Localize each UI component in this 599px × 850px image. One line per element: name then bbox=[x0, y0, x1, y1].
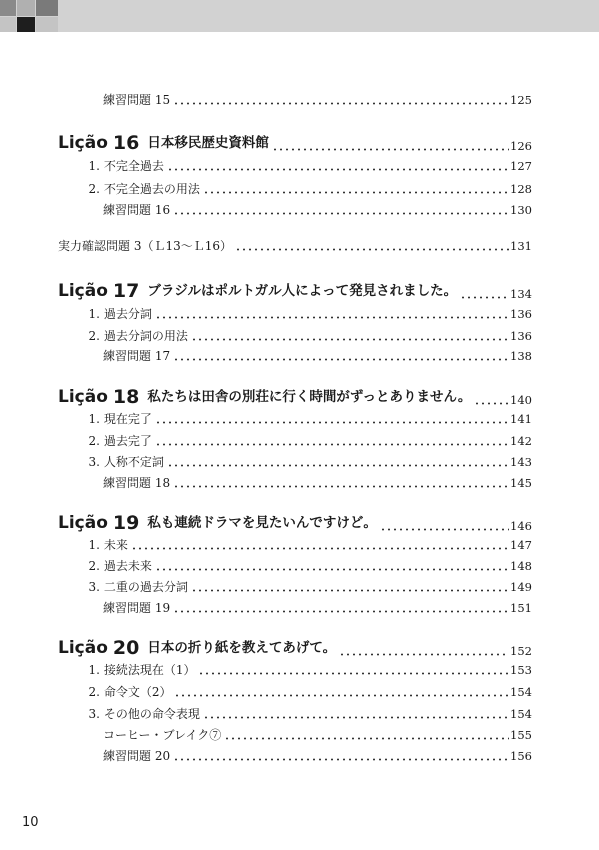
dot-leader bbox=[167, 159, 509, 171]
entry-text: 2. 不完全過去の用法 bbox=[58, 181, 200, 197]
entry-text: 練習問題 16 bbox=[103, 203, 171, 217]
entry-text: 2. 過去完了 bbox=[58, 433, 152, 449]
dot-leader bbox=[174, 685, 509, 697]
licao-label: Lição bbox=[58, 387, 108, 407]
page-ref: 126 bbox=[510, 139, 532, 153]
toc-entry[interactable] bbox=[58, 596, 532, 616]
toc-entry[interactable] bbox=[58, 744, 532, 764]
page-ref: 145 bbox=[510, 476, 532, 490]
item-number: 1. bbox=[88, 663, 100, 677]
toc-entry[interactable] bbox=[58, 324, 532, 344]
page-ref: 156 bbox=[510, 749, 532, 763]
page-ref: 140 bbox=[510, 393, 532, 407]
dot-leader bbox=[339, 644, 509, 656]
dot-leader bbox=[235, 239, 509, 251]
entry-text: 練習問題 19 bbox=[103, 601, 171, 615]
page-ref: 146 bbox=[510, 519, 532, 533]
toc-entry[interactable] bbox=[58, 658, 532, 678]
page-ref: 149 bbox=[510, 580, 532, 594]
toc-entry[interactable] bbox=[58, 450, 532, 470]
entry-text: 1. 現在完了 bbox=[58, 411, 152, 427]
entry-text: 3. 二重の過去分詞 bbox=[58, 579, 188, 595]
page-ref: 136 bbox=[510, 329, 532, 343]
toc-entry[interactable] bbox=[58, 575, 532, 595]
entry-text: 2. 過去未来 bbox=[58, 558, 152, 574]
item-number: 2. bbox=[88, 182, 100, 196]
entry-text: 練習問題 20 bbox=[103, 749, 171, 763]
toc-entry[interactable] bbox=[58, 154, 532, 174]
header-bar bbox=[0, 0, 599, 32]
item-number: 1. bbox=[88, 412, 100, 426]
entry-text: 1. 接続法現在（1） bbox=[58, 662, 195, 678]
page-ref: 155 bbox=[510, 728, 532, 742]
toc-entry[interactable] bbox=[58, 88, 532, 108]
entry-text: 実力確認問題 3（Ｌ13～Ｌ16） bbox=[58, 239, 232, 253]
dot-leader bbox=[474, 393, 509, 405]
dot-leader bbox=[272, 139, 509, 151]
dot-leader bbox=[155, 559, 509, 571]
lesson-title: 日本の折り紙を教えてあげて。 bbox=[147, 640, 337, 656]
lesson-number: 19 bbox=[112, 512, 140, 534]
item-number: 3. bbox=[88, 707, 100, 721]
toc-entry[interactable] bbox=[58, 471, 532, 491]
entry-text: 1. 過去分詞 bbox=[58, 306, 152, 322]
dot-leader bbox=[203, 707, 509, 719]
entry-text: 練習問題 15 bbox=[103, 93, 171, 107]
lesson-title: 日本移民歴史資料館 bbox=[147, 135, 269, 151]
page-ref: 153 bbox=[510, 663, 532, 677]
toc-entry[interactable] bbox=[58, 533, 532, 553]
licao-label: Lição bbox=[58, 638, 108, 658]
page-ref: 130 bbox=[510, 203, 532, 217]
dot-leader bbox=[155, 412, 509, 424]
toc-entry[interactable] bbox=[58, 429, 532, 449]
entry-text: 練習問題 18 bbox=[103, 476, 171, 490]
dot-leader bbox=[173, 93, 509, 105]
licao-label: Lição bbox=[58, 281, 108, 301]
lesson-heading[interactable] bbox=[58, 508, 532, 534]
page-ref: 134 bbox=[510, 287, 532, 301]
entry-text: 2. 命令文（2） bbox=[58, 684, 171, 700]
lesson-title: 私たちは田舎の別荘に行く時間がずっとありません。 bbox=[147, 389, 472, 405]
dot-leader bbox=[173, 349, 509, 361]
page-ref: 141 bbox=[510, 412, 532, 426]
page-ref: 131 bbox=[510, 239, 532, 253]
toc-entry[interactable] bbox=[58, 302, 532, 322]
toc-entry[interactable] bbox=[58, 234, 532, 254]
decor-square bbox=[36, 17, 58, 32]
toc-entry[interactable] bbox=[58, 177, 532, 197]
toc-entry[interactable] bbox=[58, 407, 532, 427]
item-number: 1. bbox=[88, 538, 100, 552]
entry-text: コーヒー・ブレイク⑦ bbox=[103, 728, 222, 742]
dot-leader bbox=[173, 476, 509, 488]
dot-leader bbox=[173, 203, 509, 215]
toc-entry[interactable] bbox=[58, 680, 532, 700]
page-ref: 152 bbox=[510, 644, 532, 658]
dot-leader bbox=[198, 663, 509, 675]
lesson-number: 17 bbox=[112, 280, 140, 302]
page-ref: 154 bbox=[510, 707, 532, 721]
licao-label: Lição bbox=[58, 513, 108, 533]
item-number: 2. bbox=[88, 559, 100, 573]
page-ref: 138 bbox=[510, 349, 532, 363]
toc-entry[interactable] bbox=[58, 723, 532, 743]
entry-text: 1. 未来 bbox=[58, 537, 128, 553]
entry-text: 2. 過去分詞の用法 bbox=[58, 328, 188, 344]
licao-label: Lição bbox=[58, 133, 108, 153]
entry-text: 1. 不完全過去 bbox=[58, 158, 164, 174]
page-ref: 147 bbox=[510, 538, 532, 552]
lesson-number: 20 bbox=[112, 637, 140, 659]
dot-leader bbox=[155, 434, 509, 446]
lesson-number: 16 bbox=[112, 132, 140, 154]
item-number: 1. bbox=[88, 159, 100, 173]
page-ref: 128 bbox=[510, 182, 532, 196]
decor-square bbox=[17, 0, 35, 16]
lesson-number: 18 bbox=[112, 386, 140, 408]
item-number: 2. bbox=[88, 434, 100, 448]
lesson-heading[interactable] bbox=[58, 128, 532, 154]
entry-text: 練習問題 17 bbox=[103, 349, 171, 363]
item-number: 3. bbox=[88, 455, 100, 469]
page-ref: 143 bbox=[510, 455, 532, 469]
dot-leader bbox=[380, 519, 509, 531]
entry-text: 3. 人称不定詞 bbox=[58, 454, 164, 470]
dot-leader bbox=[173, 749, 509, 761]
page-ref: 148 bbox=[510, 559, 532, 573]
dot-leader bbox=[131, 538, 509, 550]
decor-square bbox=[0, 17, 16, 32]
page-ref: 136 bbox=[510, 307, 532, 321]
item-number: 2. bbox=[88, 685, 100, 699]
item-number: 1. bbox=[88, 307, 100, 321]
dot-leader bbox=[167, 455, 509, 467]
dot-leader bbox=[173, 601, 509, 613]
decor-square bbox=[0, 0, 16, 16]
lesson-title: 私も連続ドラマを見たいんですけど。 bbox=[147, 515, 377, 531]
lesson-heading[interactable] bbox=[58, 276, 532, 302]
page-ref: 127 bbox=[510, 159, 532, 173]
page-ref: 142 bbox=[510, 434, 532, 448]
toc-entry[interactable] bbox=[58, 198, 532, 218]
entry-text: 3. その他の命令表現 bbox=[58, 706, 200, 722]
lesson-heading[interactable] bbox=[58, 382, 532, 408]
decor-square bbox=[36, 0, 58, 16]
decor-square bbox=[17, 17, 35, 32]
lesson-heading[interactable] bbox=[58, 633, 532, 659]
page-ref: 154 bbox=[510, 685, 532, 699]
toc-entry[interactable] bbox=[58, 554, 532, 574]
dot-leader bbox=[460, 287, 509, 299]
dot-leader bbox=[203, 182, 509, 194]
lesson-title: ブラジルはポルトガル人によって発見されました。 bbox=[147, 283, 458, 299]
page-ref: 151 bbox=[510, 601, 532, 615]
page-ref: 125 bbox=[510, 93, 532, 107]
page-number: 10 bbox=[22, 815, 39, 830]
dot-leader bbox=[224, 728, 509, 740]
item-number: 2. bbox=[88, 329, 100, 343]
dot-leader bbox=[191, 329, 509, 341]
toc-entry[interactable] bbox=[58, 344, 532, 364]
dot-leader bbox=[155, 307, 509, 319]
dot-leader bbox=[191, 580, 509, 592]
item-number: 3. bbox=[88, 580, 100, 594]
toc-entry[interactable] bbox=[58, 702, 532, 722]
